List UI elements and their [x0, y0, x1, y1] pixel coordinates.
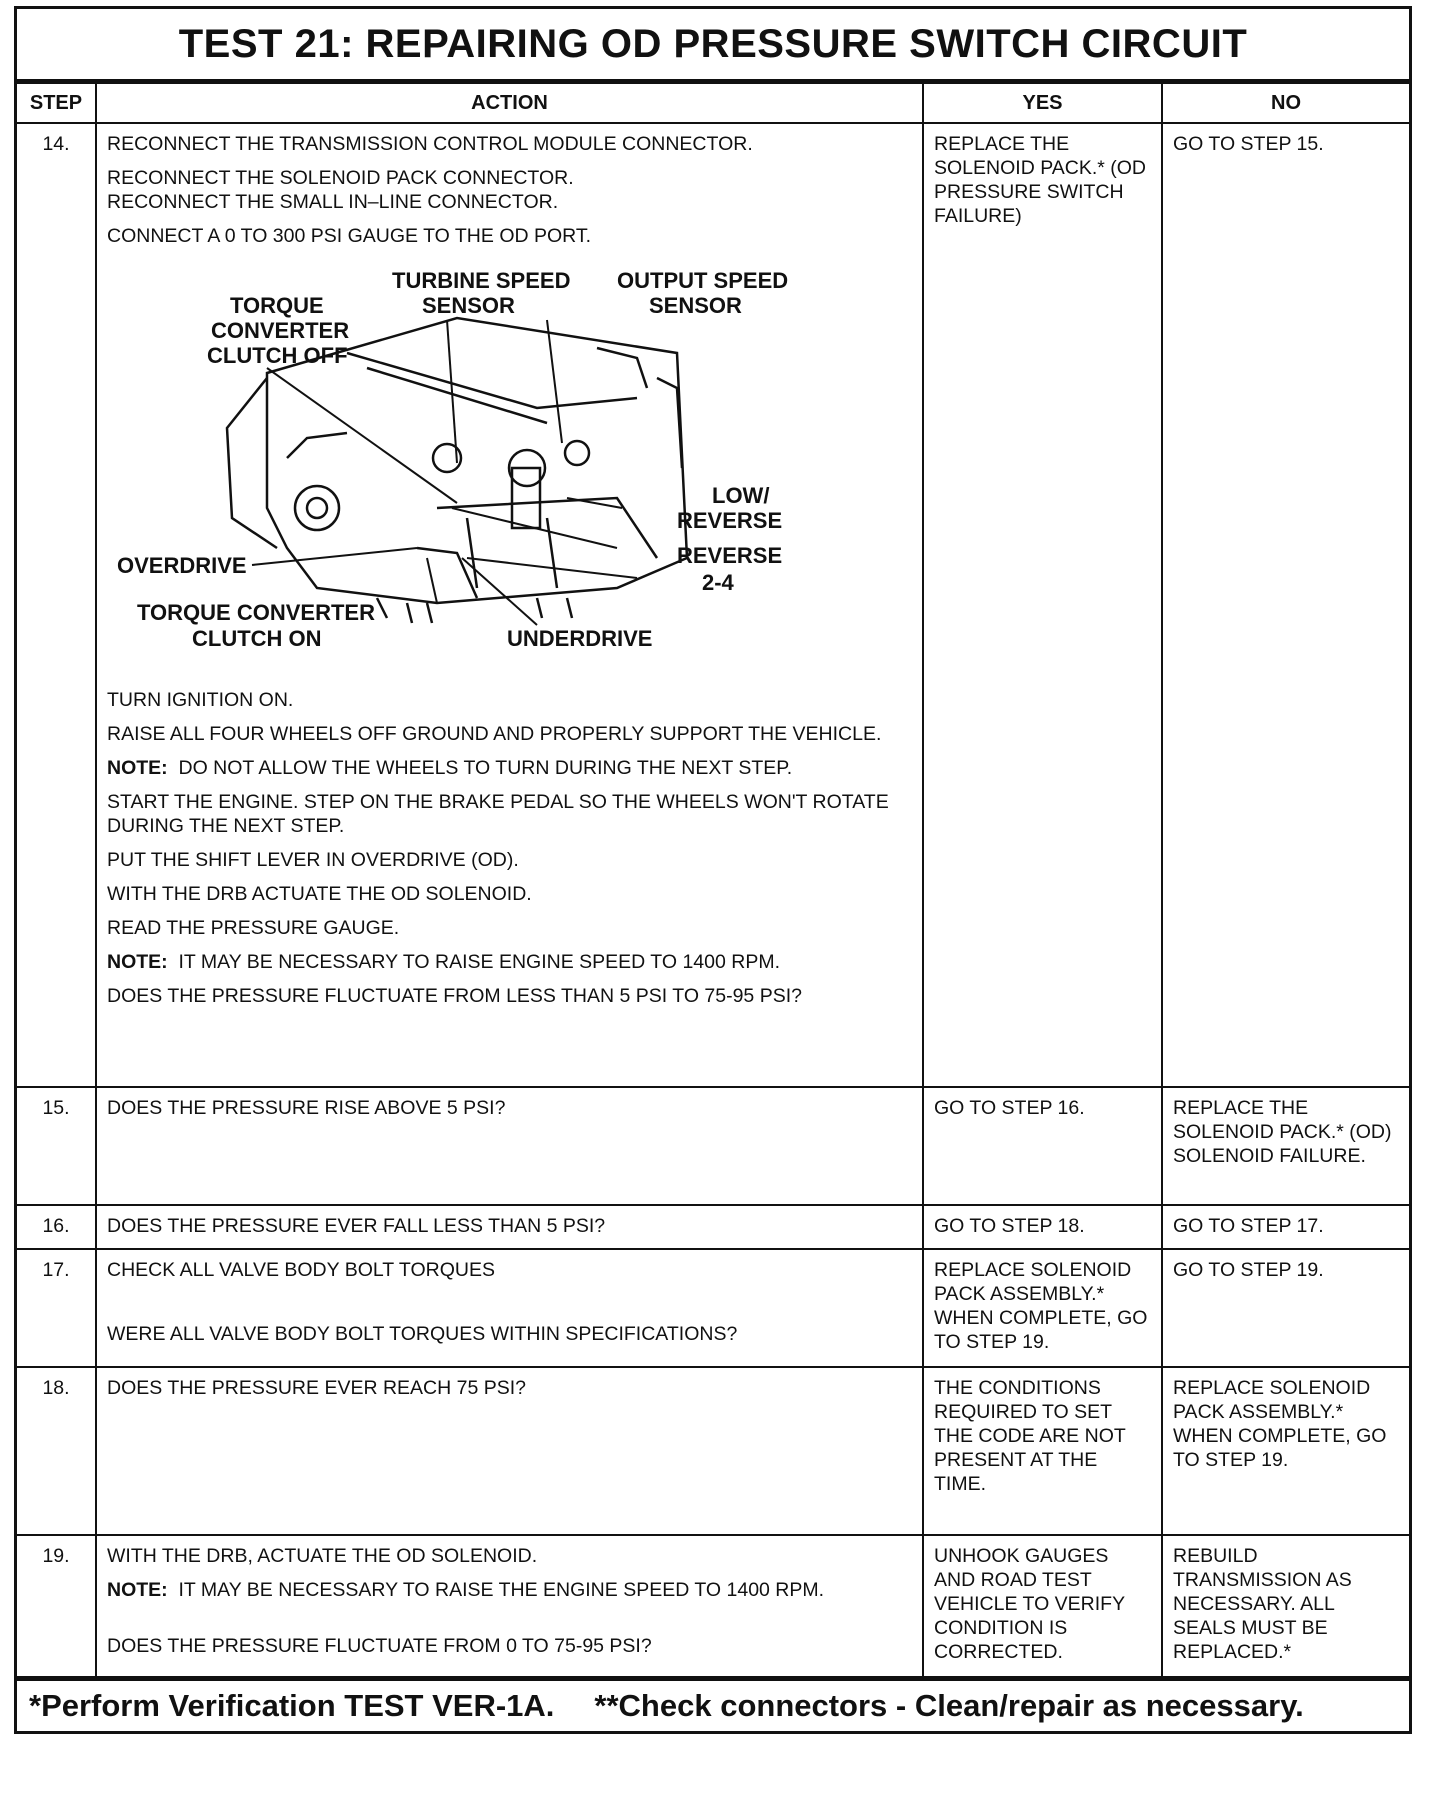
no-result: REPLACE SOLENOID PACK ASSEMBLY.* WHEN COMPLETE, GO TO STEP 19. [1162, 1367, 1409, 1535]
label-low-reverse-2: REVERSE [677, 508, 783, 533]
action-line: TURN IGNITION ON. [107, 689, 294, 711]
no-result: REPLACE THE SOLENOID PACK.* (OD) SOLENOID FAILURE. [1162, 1087, 1409, 1205]
label-tcc-off-2: CONVERTER [211, 318, 350, 343]
step-action [96, 1087, 923, 1205]
label-tcc-on-2: CLUTCH ON [192, 626, 322, 651]
label-output-sensor: SENSOR [649, 293, 742, 318]
action-line: RECONNECT THE SMALL IN–LINE CONNECTOR. [107, 191, 559, 213]
action-line: DOES THE PRESSURE FLUCTUATE FROM LESS THAN 5 PSI TO 75-95 PSI? [107, 985, 802, 1007]
action-line: WITH THE DRB ACTUATE THE OD SOLENOID. [107, 883, 532, 905]
label-2-4: 2-4 [702, 570, 734, 595]
label-underdrive: UNDERDRIVE [507, 626, 653, 651]
note-label: NOTE: [107, 951, 168, 973]
action-line: READ THE PRESSURE GAUGE. [107, 917, 400, 939]
step-action [96, 1249, 923, 1367]
step-action [96, 1535, 923, 1677]
no-result: GO TO STEP 19. [1162, 1249, 1409, 1367]
no-result: GO TO STEP 15. [1162, 123, 1409, 1087]
action-line: CHECK ALL VALVE BODY BOLT TORQUES [107, 1259, 495, 1281]
note-label: NOTE: [107, 1579, 168, 1601]
step-row-17 [17, 1249, 1409, 1367]
action-line: START THE ENGINE. STEP ON THE BRAKE PEDAL SO THE WHEELS WON'T ROTATE DURING THE NEXT STEP. [107, 791, 889, 837]
action-line: RECONNECT THE TRANSMISSION CONTROL MODULE CONNECTOR. [107, 133, 753, 155]
no-result: REBUILD TRANSMISSION AS NECESSARY. ALL SEALS MUST BE REPLACED.* [1162, 1535, 1409, 1677]
header-row [17, 83, 1409, 123]
action-line: CONNECT A 0 TO 300 PSI GAUGE TO THE OD PORT. [107, 225, 592, 247]
action-note [107, 1578, 912, 1602]
action-line: DOES THE PRESSURE FLUCTUATE FROM 0 TO 75-95 PSI? [107, 1635, 652, 1657]
step-row-18 [17, 1367, 1409, 1535]
action-note [107, 950, 912, 974]
note-label: NOTE: [107, 757, 168, 779]
step-action [96, 123, 923, 1087]
col-header-yes: YES [923, 83, 1162, 123]
col-header-action: ACTION [96, 83, 923, 123]
action-line: RAISE ALL FOUR WHEELS OFF GROUND AND PROPERLY SUPPORT THE VEHICLE. [107, 723, 882, 745]
yes-result: UNHOOK GAUGES AND ROAD TEST VEHICLE TO VERIFY CONDITION IS CORRECTED. [923, 1535, 1162, 1677]
footer-connectors: **Check connectors - Clean/repair as necessary. [594, 1688, 1304, 1723]
yes-result: GO TO STEP 18. [923, 1205, 1162, 1249]
footer-verification: *Perform Verification TEST VER-1A. [29, 1688, 555, 1723]
action-line: WITH THE DRB, ACTUATE THE OD SOLENOID. [107, 1545, 538, 1567]
step-number: 15. [17, 1087, 96, 1205]
transmission-diagram [117, 258, 789, 678]
step-action [96, 1205, 923, 1249]
label-turbine-speed: TURBINE SPEED [392, 268, 571, 293]
action-line: DOES THE PRESSURE EVER REACH 75 PSI? [107, 1377, 527, 1399]
label-turbine-sensor: SENSOR [422, 293, 515, 318]
test-sheet [14, 6, 1412, 1734]
no-result: GO TO STEP 17. [1162, 1205, 1409, 1249]
label-tcc-off-1: TORQUE [230, 293, 324, 318]
step-number: 18. [17, 1367, 96, 1535]
label-low-reverse-1: LOW/ [712, 483, 770, 508]
action-line: WERE ALL VALVE BODY BOLT TORQUES WITHIN SPECIFICATIONS? [107, 1323, 738, 1345]
note-text: IT MAY BE NECESSARY TO RAISE ENGINE SPEED TO 1400 RPM. [178, 951, 780, 973]
test-table [17, 82, 1409, 1678]
action-note [107, 756, 912, 780]
yes-result: THE CONDITIONS REQUIRED TO SET THE CODE ARE NOT PRESENT AT THE TIME. [923, 1367, 1162, 1535]
step-number: 16. [17, 1205, 96, 1249]
step-number: 19. [17, 1535, 96, 1677]
yes-result: REPLACE THE SOLENOID PACK.* (OD PRESSURE SWITCH FAILURE) [923, 123, 1162, 1087]
label-reverse: REVERSE [677, 543, 783, 568]
step-row-14 [17, 123, 1409, 1087]
action-line: DOES THE PRESSURE RISE ABOVE 5 PSI? [107, 1097, 506, 1119]
step-number: 17. [17, 1249, 96, 1367]
step-row-16 [17, 1205, 1409, 1249]
yes-result: GO TO STEP 16. [923, 1087, 1162, 1205]
col-header-no: NO [1162, 83, 1409, 123]
label-output-speed: OUTPUT SPEED [617, 268, 789, 293]
page-title: TEST 21: REPAIRING OD PRESSURE SWITCH CIRCUIT [17, 9, 1409, 82]
note-text: DO NOT ALLOW THE WHEELS TO TURN DURING THE NEXT STEP. [178, 757, 793, 779]
col-header-step: STEP [17, 83, 96, 123]
step-row-19 [17, 1535, 1409, 1677]
label-tcc-off-3: CLUTCH OFF [207, 343, 348, 368]
label-overdrive: OVERDRIVE [117, 553, 247, 578]
action-line: RECONNECT THE SOLENOID PACK CONNECTOR. [107, 167, 574, 189]
yes-result: REPLACE SOLENOID PACK ASSEMBLY.* WHEN COMPLETE, GO TO STEP 19. [923, 1249, 1162, 1367]
step-number: 14. [17, 123, 96, 1087]
action-line: PUT THE SHIFT LEVER IN OVERDRIVE (OD). [107, 849, 519, 871]
action-line: DOES THE PRESSURE EVER FALL LESS THAN 5 PSI? [107, 1215, 606, 1237]
note-text: IT MAY BE NECESSARY TO RAISE THE ENGINE SPEED TO 1400 RPM. [178, 1579, 825, 1601]
step-action [96, 1367, 923, 1535]
step-row-15 [17, 1087, 1409, 1205]
label-tcc-on-1: TORQUE CONVERTER [137, 600, 375, 625]
footer [17, 1678, 1409, 1731]
